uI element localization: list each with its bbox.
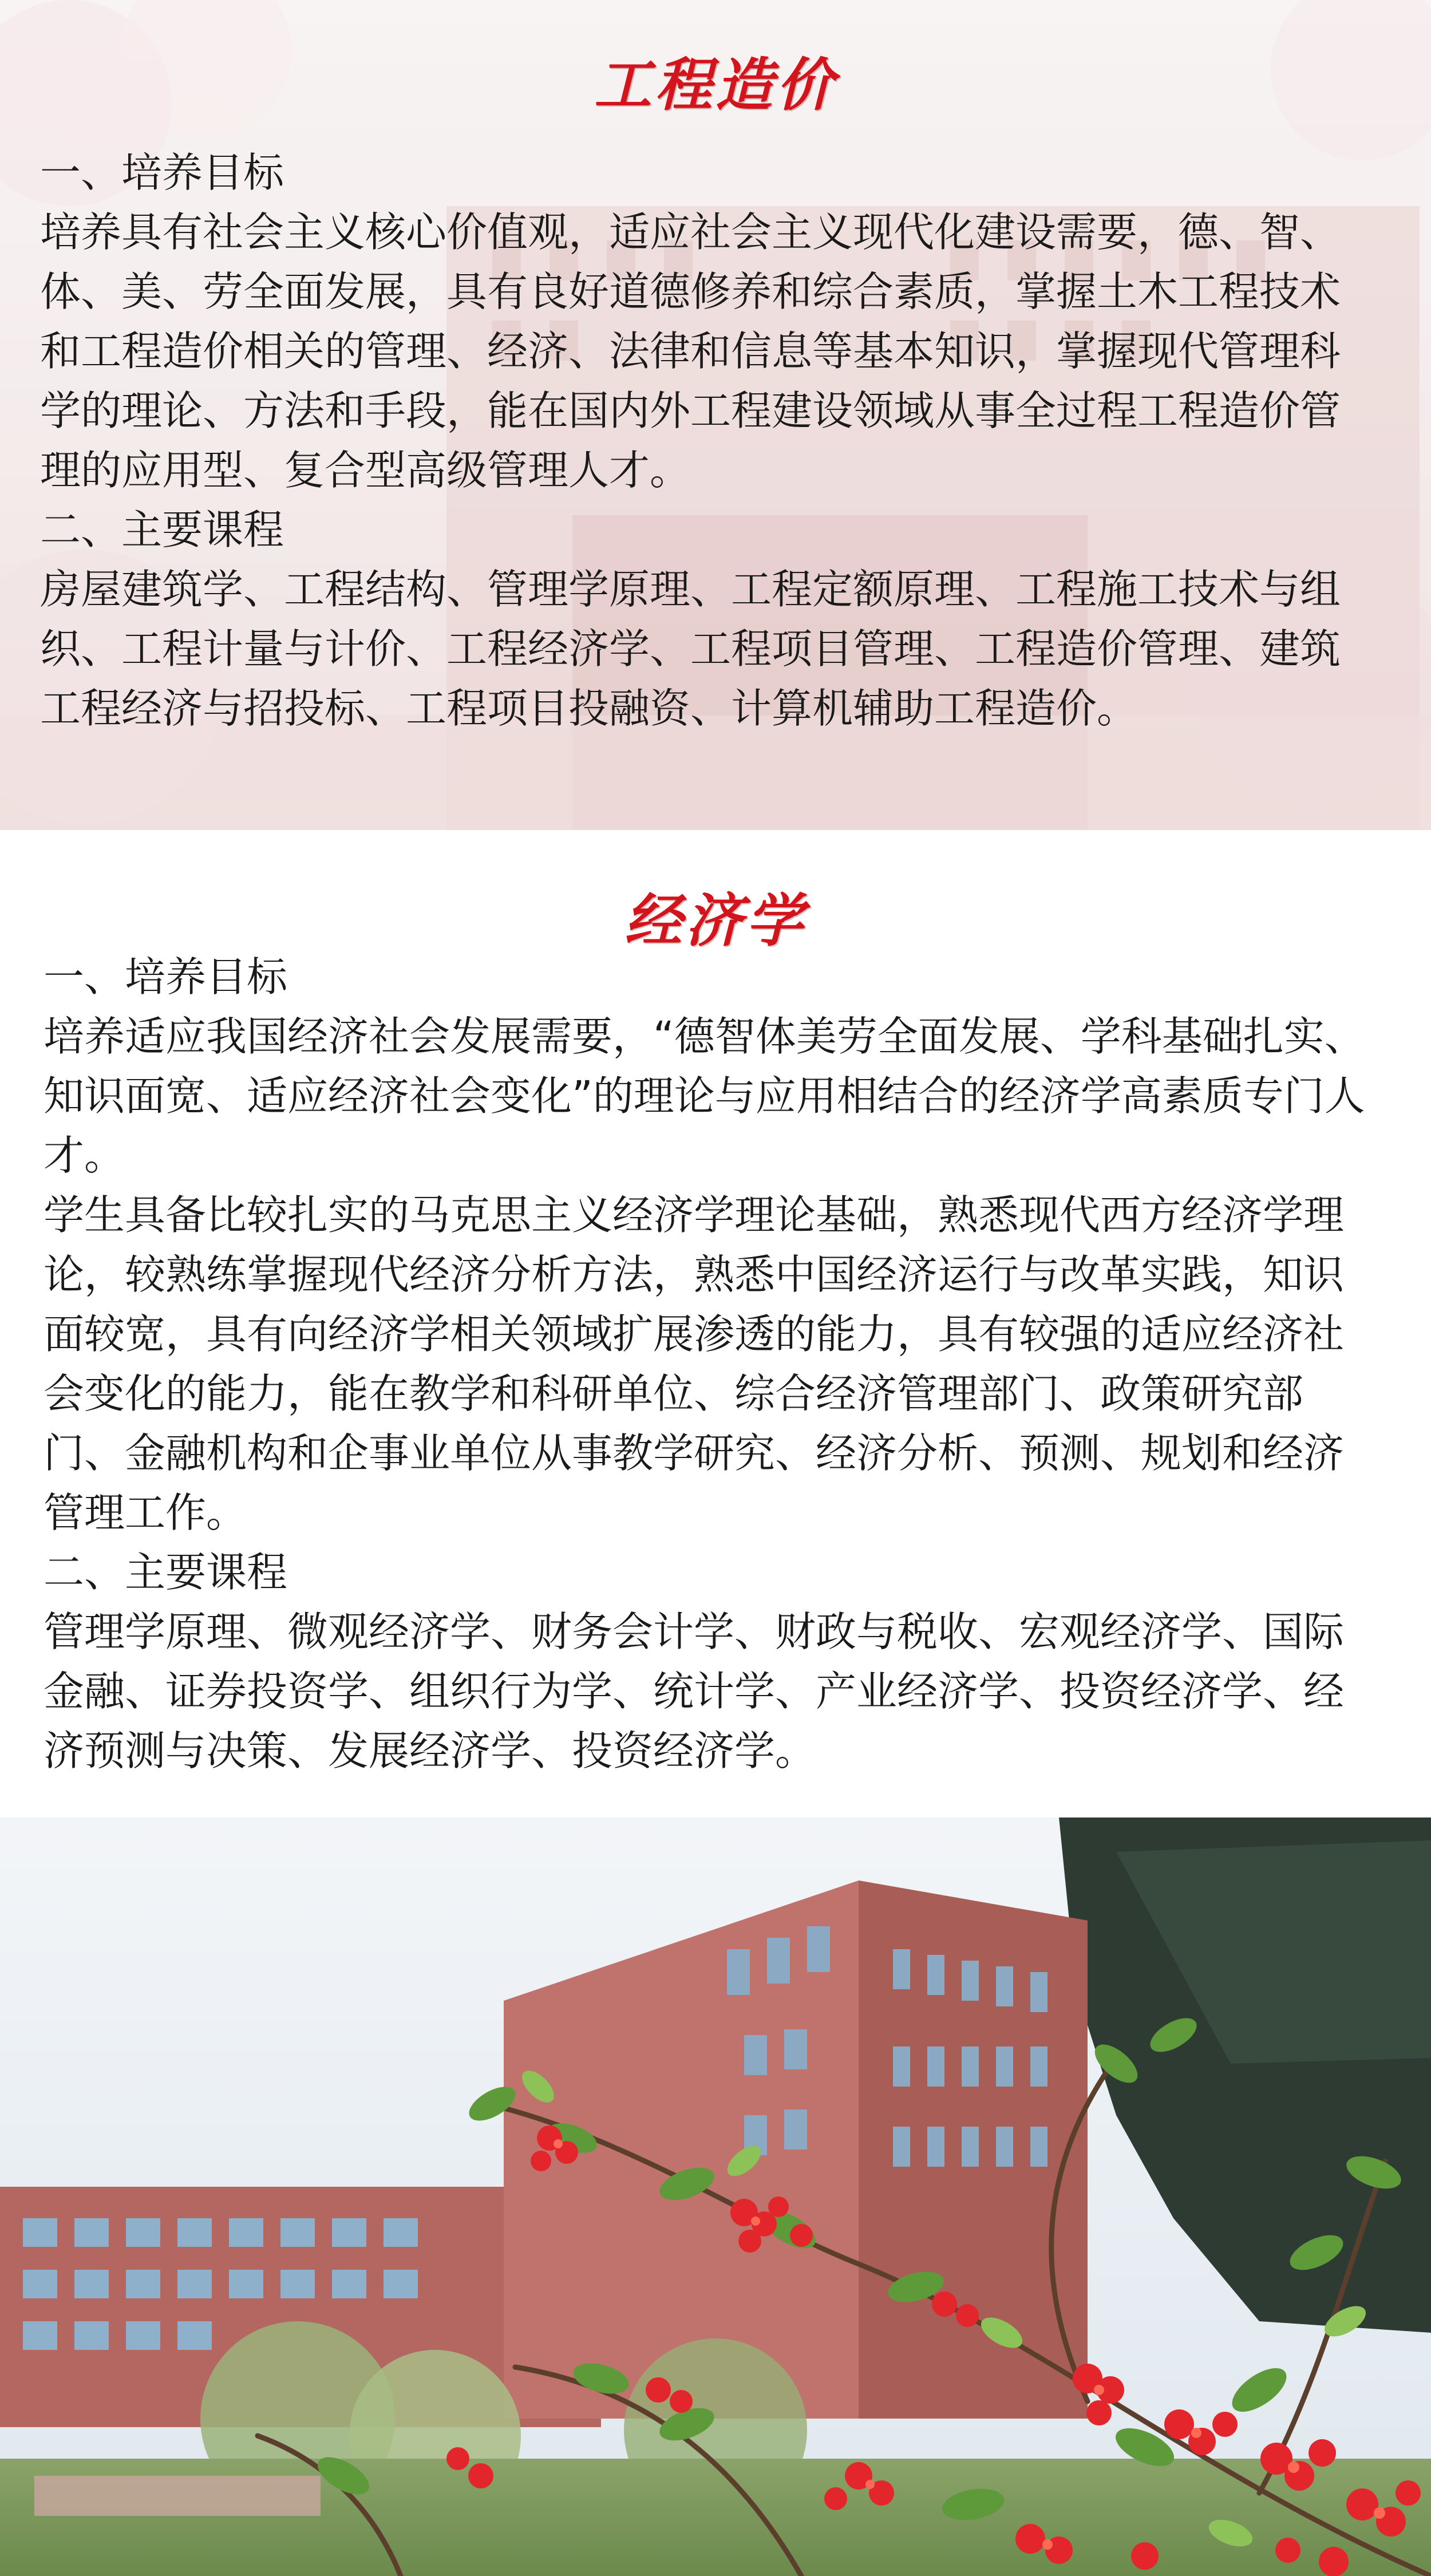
- economics-content: [44, 947, 1377, 1781]
- campus-photo-with-blossoms: [0, 1818, 1431, 2576]
- goal-paragraph: 培养具有社会主义核心价值观，适应社会主义现代化建设需要，德、智、体、美、劳全面发展，具有良好道德修养和综合素质，掌握土木工程技术和工程造价相关的管理、经济、法律和信息等基本知识，掌握现代管理科学的理论、方法和手段，能在国内外工程建设领域从事全过程工程造价管理的应用型、复合型高级管理人才。: [40, 208, 1341, 494]
- goal-paragraph-1: 培养适应我国经济社会发展需要，“德智体美劳全面发展、学科基础扎实、知识面宽、适应经济社会变化”的理论与应用相结合的经济学高素质专门人才。: [44, 1013, 1365, 1179]
- section-title-engineering-cost: 工程造价: [594, 52, 837, 118]
- courses-paragraph: 房屋建筑学、工程结构、管理学原理、工程定额原理、工程施工技术与组织、工程计量与计价、工程经济学、工程项目管理、工程造价管理、建筑工程经济与招投标、工程项目投融资、计算机辅助工程造价。: [40, 566, 1341, 732]
- goal-heading: 一、培养目标: [44, 953, 288, 1001]
- goal-paragraph-2: 学生具备比较扎实的马克思主义经济学理论基础，熟悉现代西方经济学理论，较熟练掌握现代经济分析方法，熟悉中国经济运行与改革实践，知识面较宽，具有向经济学相关领域扩展渗透的能力，具有较强的适应经济社会变化的能力，能在教学和科研单位、综合经济管理部门、政策研究部门、金融机构和企事业单位从事教学研究、经济分析、预测、规划和经济管理工作。: [44, 1191, 1345, 1536]
- campus-photo-section: [0, 1818, 1431, 2576]
- goal-heading: 一、培养目标: [40, 149, 284, 196]
- engineering-cost-section: [0, 0, 1431, 830]
- engineering-cost-content: [40, 143, 1368, 738]
- courses-paragraph: 管理学原理、微观经济学、财务会计学、财政与税收、宏观经济学、国际金融、证券投资学、组织行为学、统计学、产业经济学、投资经济学、经济预测与决策、发展经济学、投资经济学。: [44, 1608, 1345, 1775]
- section-title-economics: 经济学: [624, 887, 807, 954]
- courses-heading: 二、主要课程: [40, 506, 284, 554]
- economics-section: [0, 830, 1431, 1818]
- courses-heading: 二、主要课程: [44, 1548, 288, 1596]
